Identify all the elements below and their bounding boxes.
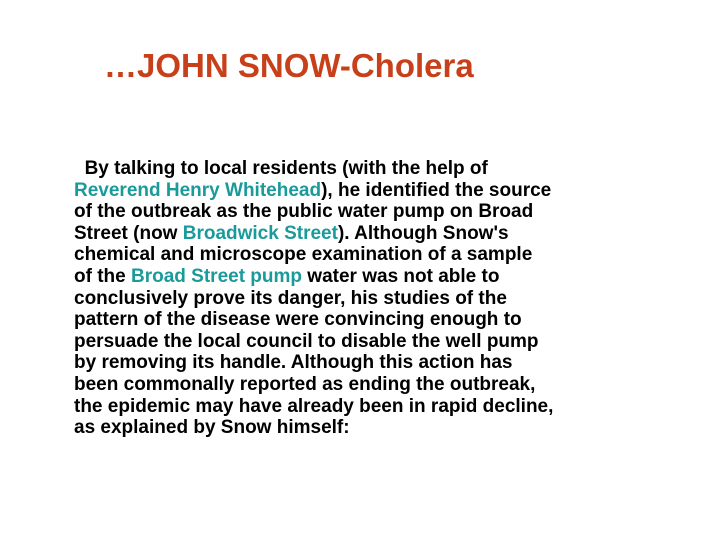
body-line: pattern of the disease were convincing enough to <box>74 309 522 331</box>
broad-street-pump-link[interactable]: Broad Street pump <box>131 265 303 287</box>
body-line: been commonally reported as ending the outbreak, <box>74 373 536 395</box>
body-line: chemical and microscope examination of a sample <box>74 244 533 266</box>
body-line <box>74 158 694 180</box>
body-text-segment: of the <box>74 265 131 287</box>
body-text-segment: water was not able to <box>302 265 500 287</box>
body-line: of the outbreak as the public water pump on Broad <box>74 201 534 223</box>
body-text-segment: ). Although Snow's <box>337 222 509 244</box>
body-text-segment: Street (now <box>74 222 183 244</box>
body-text-segment: ), he identified the source <box>321 179 552 201</box>
body-line: persuade the local council to disable the well pump <box>74 330 539 352</box>
body-line: as explained by Snow himself: <box>74 417 350 439</box>
body-line: by removing its handle. Although this action has <box>74 352 513 374</box>
broadwick-street-link[interactable]: Broadwick Street <box>182 222 338 244</box>
body-line: the epidemic may have already been in rapid decline, <box>74 395 554 417</box>
body-line: conclusively prove its danger, his studies of the <box>74 287 507 309</box>
slide-body <box>74 158 694 439</box>
body-text-segment: By talking to local residents (with the help of <box>84 158 488 179</box>
reverend-henry-whitehead-link[interactable]: Reverend Henry Whitehead <box>74 179 322 201</box>
body-line <box>74 266 694 288</box>
body-line <box>74 223 694 245</box>
body-line <box>74 180 694 202</box>
slide-title: …JOHN SNOW-Cholera <box>104 47 474 84</box>
